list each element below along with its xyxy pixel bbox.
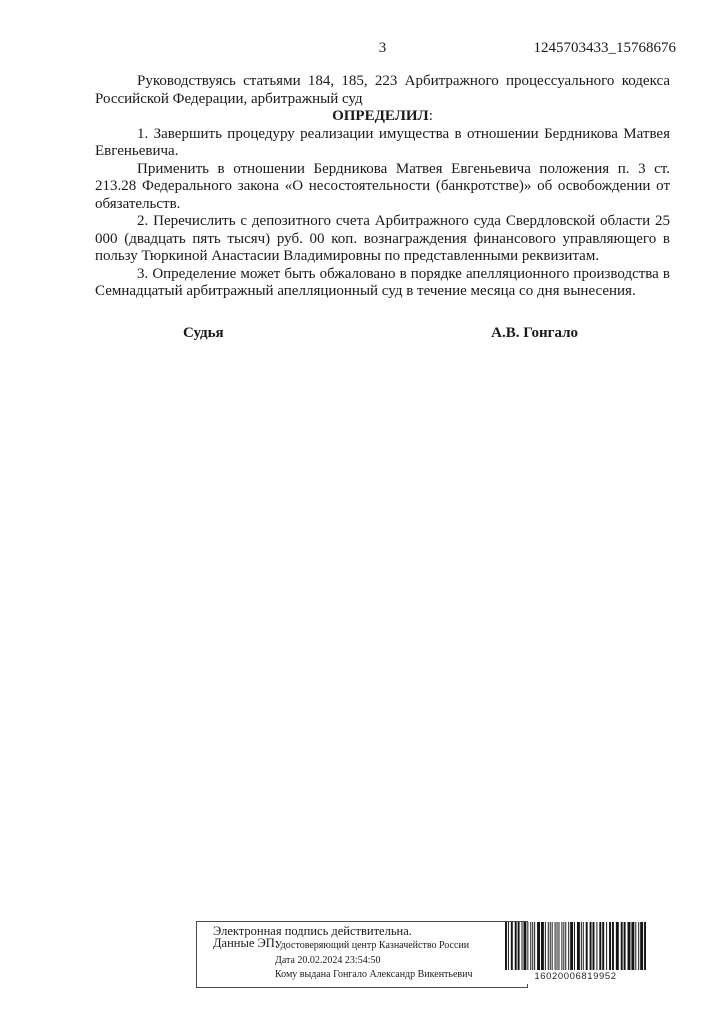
signature-row [95,325,670,343]
resolution-heading [95,108,670,126]
esignature-stamp-box [196,921,528,988]
document-body [95,73,670,342]
esignature-detail-line: Кому выдана Гонгало Александр Викентьевич [275,969,473,981]
intro-paragraph: Руководствуясь статьями 184, 185, 223 Арбитражного процессуального кодекса Российской Федерации, арбитражный суд [95,73,670,107]
resolution-item-3: 3. Определение может быть обжаловано в порядке апелляционного производства в Семнадцатый арбитражный апелляционный суд в течение месяца со дня вынесения. [95,265,670,299]
barcode-bars [505,922,646,970]
resolution-colon: : [428,108,433,124]
page-header [95,40,676,58]
resolution-item-1b: Применить в отношении Бердникова Матвея Евгеньевича положения п. 3 ст. 213.28 Федерального закона «О несостоятельности (банкротстве)» об освобождении от обязательств. [95,160,670,212]
document-id: 1245703433_15768676 [533,40,676,56]
barcode-number: 16020006819952 [534,971,617,982]
esignature-validity-text: Электронная подпись действительна. [213,924,412,938]
esignature-detail-line: Удостоверяющий центр Казначейство России [275,940,470,951]
page-number: 3 [378,40,387,56]
esignature-data-label: Данные ЭП: [213,936,279,950]
resolution-word: ОПРЕДЕЛИЛ [332,108,429,124]
barcode-image [505,922,646,984]
judge-role-label: Судья [183,324,224,341]
resolution-item-2: 2. Перечислить с депозитного счета Арбитражного суда Свердловской области 25 000 (двадцать пять тысяч) руб. 00 коп. вознаграждения финансового управляющего в пользу Тюркиной Анастасии Владимировны по представленными реквизитам. [95,213,670,264]
resolution-item-1: 1. Завершить процедуру реализации имущества в отношении Бердникова Матвея Евгеньевича. [95,125,670,159]
judge-name: А.В. Гонгало [491,324,578,341]
esignature-detail-line: Дата 20.02.2024 23:54:50 [275,954,381,966]
esignature-details [275,939,473,983]
